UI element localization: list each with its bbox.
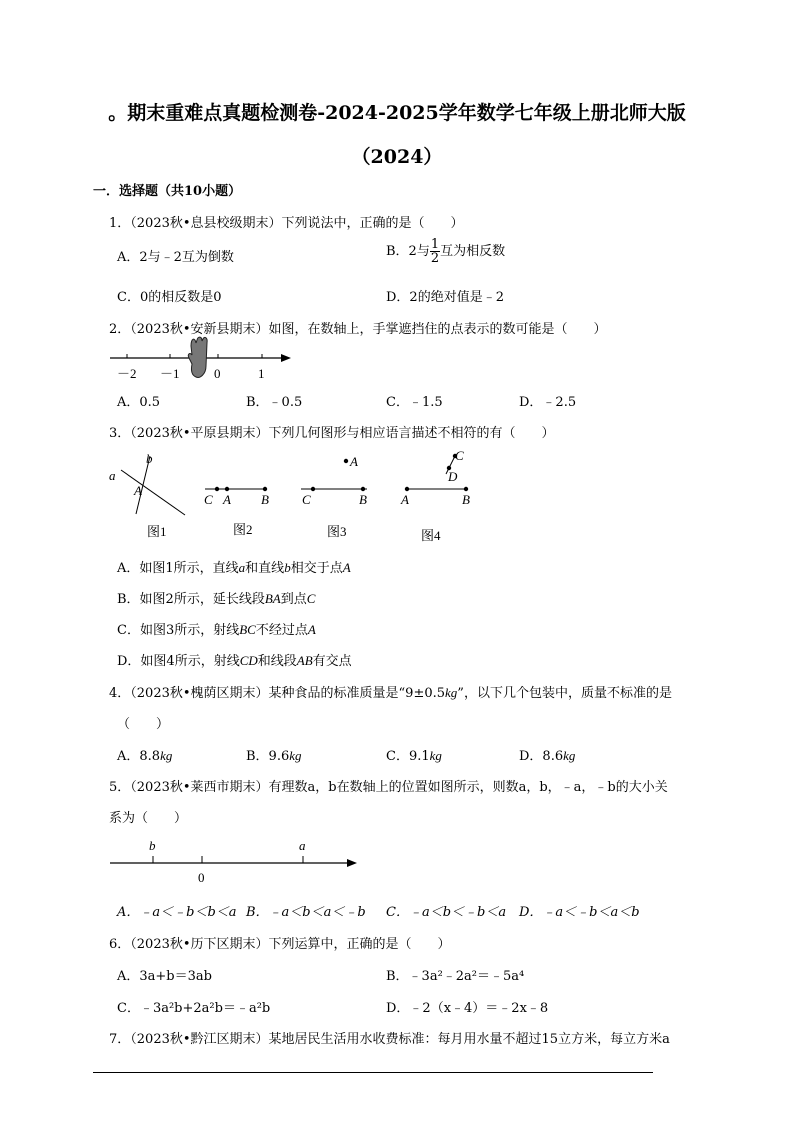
q5-number-line-figure <box>105 836 365 886</box>
fig4-point-b <box>464 487 468 491</box>
q4-stem <box>109 682 672 701</box>
q2-option-a: A．0.5 <box>117 395 161 410</box>
q4-stem-unit: kg <box>445 685 458 700</box>
q2-number-line-figure <box>105 336 305 384</box>
q4-option-d <box>519 745 575 764</box>
fig4-label-C: C <box>455 448 464 463</box>
fig2-label-B: B <box>261 492 269 507</box>
q3-a-text-3: 相交于点 <box>290 561 343 576</box>
q4-stem-post: ”，以下几个包装中，质量不标准的是 <box>457 686 672 701</box>
page-subtitle: （2024） <box>351 146 443 168</box>
q1-option-a: A．2与﹣2互为倒数 <box>117 250 234 265</box>
fig3-point-c <box>311 487 315 491</box>
fig2-point-a <box>225 487 229 491</box>
q3-option-c <box>117 619 316 638</box>
q1-option-c: C．0的相反数是0 <box>117 290 222 305</box>
q5-option-c: C．﹣a＜b＜﹣b＜a <box>386 905 507 920</box>
caption-fig1: 图1 <box>147 524 167 539</box>
q3-option-d <box>117 650 352 669</box>
fig1-label-A: A <box>134 483 142 498</box>
q3-a-var-3: A <box>342 560 351 575</box>
fig2-point-b <box>263 487 267 491</box>
q4-a-unit: kg <box>160 748 173 763</box>
tick-label-0: 0 <box>214 366 221 381</box>
q4-blank: （ ） <box>117 717 170 732</box>
q6-option-a: A．3a+b＝3ab <box>117 969 212 984</box>
q3-option-b <box>117 588 315 607</box>
fig1-label-a: a <box>109 468 116 483</box>
q3-d-var-2: AB <box>296 653 313 668</box>
q3-d-text-3: 有交点 <box>312 654 352 669</box>
axis-label-a: a <box>299 838 306 853</box>
q3-b-text-2: 到点 <box>280 592 307 607</box>
q6-option-d: D．﹣2（x﹣4）＝﹣2x﹣8 <box>386 1001 549 1016</box>
footer-divider <box>93 1072 653 1073</box>
q5-stem-line1: 5．（2023秋•莱西市期末）有理数a，b在数轴上的位置如图所示，则数a，b，﹣a，﹣b的大小关 <box>109 780 668 795</box>
q5-option-d: D．﹣a＜﹣b＜a＜b <box>519 905 640 920</box>
fig3-label-B: B <box>359 492 367 507</box>
number-line-arrow-icon <box>347 859 357 867</box>
q4-c-value: C．9.1 <box>386 749 430 764</box>
q3-c-text-2: 不经过点 <box>255 623 308 638</box>
tick-label-neg1: －1 <box>160 366 180 381</box>
q3-a-text-1: A．如图1所示，直线 <box>117 561 239 576</box>
q6-stem: 6．（2023秋•历下区期末）下列运算中，正确的是（ ） <box>109 937 451 952</box>
q3-b-text-1: B．如图2所示，延长线段 <box>117 592 265 607</box>
q4-b-value: B．9.6 <box>246 749 290 764</box>
caption-fig3: 图3 <box>327 524 347 539</box>
q2-option-b: B．﹣0.5 <box>246 395 303 410</box>
q4-option-c <box>386 745 442 764</box>
q4-b-unit: kg <box>289 748 302 763</box>
fig1-label-b: b <box>146 451 153 466</box>
q3-d-var-1: CD <box>239 653 258 668</box>
caption-fig2: 图2 <box>233 522 253 537</box>
q1-option-b <box>386 238 505 265</box>
caption-fig4: 图4 <box>421 528 441 543</box>
fig2-label-A: A <box>223 492 231 507</box>
fig2-point-c <box>215 487 219 491</box>
q4-d-unit: kg <box>563 748 576 763</box>
fig2-label-C: C <box>204 492 213 507</box>
q4-c-unit: kg <box>429 748 442 763</box>
fig3-label-A: A <box>350 454 358 469</box>
q3-c-var-1: BC <box>239 622 256 637</box>
figure-2 <box>204 487 269 507</box>
q4-stem-pre: 4．（2023秋•槐荫区期末）某种食品的标准质量是“9±0.5 <box>109 686 446 701</box>
tick-label-neg2: －2 <box>117 366 137 381</box>
q5-option-b: B．﹣a＜b＜a＜﹣b <box>246 905 366 920</box>
q3-geometry-figures <box>105 444 495 544</box>
fraction-denominator: 2 <box>430 251 440 266</box>
q6-option-b: B．﹣3a²﹣2a²＝﹣5a⁴ <box>386 969 525 984</box>
q4-option-a <box>117 745 172 764</box>
figure-4 <box>400 448 470 507</box>
q3-c-var-2: A <box>307 622 316 637</box>
q4-option-b <box>246 745 302 764</box>
q1-option-b-prefix: B．2与 <box>386 244 430 259</box>
hand-icon <box>188 337 207 377</box>
q1-option-d: D．2的绝对值是﹣2 <box>386 290 504 305</box>
q1-stem: 1．（2023秋•息县校级期末）下列说法中，正确的是（ ） <box>109 216 464 231</box>
fig4-label-D: D <box>448 469 458 484</box>
fig4-point-a <box>405 487 409 491</box>
q5-stem-line2: 系为（ ） <box>109 811 188 826</box>
fig3-point-a <box>344 459 348 463</box>
q2-option-c: C．﹣1.5 <box>386 395 443 410</box>
q4-d-value: D．8.6 <box>519 749 564 764</box>
q2-option-d: D．﹣2.5 <box>519 395 577 410</box>
q3-a-var-2: b <box>284 560 291 575</box>
fig3-point-b <box>361 487 365 491</box>
q2-stem: 2．（2023秋•安新县期末）如图，在数轴上，手掌遮挡住的点表示的数可能是（ ） <box>109 322 607 337</box>
fraction-one-half <box>430 238 440 265</box>
fig4-label-A: A <box>401 492 409 507</box>
q3-d-text-1: D．如图4所示，射线 <box>117 654 240 669</box>
q4-a-value: A．8.8 <box>117 749 161 764</box>
q3-stem: 3．（2023秋•平原县期末）下列几何图形与相应语言描述不相符的有（ ） <box>109 426 555 441</box>
axis-label-b: b <box>149 838 156 853</box>
q3-a-text-2: 和直线 <box>245 561 285 576</box>
q3-d-text-2: 和线段 <box>257 654 297 669</box>
fig1-line-a <box>121 470 185 515</box>
section-heading: 一．选择题（共10小题） <box>93 184 242 199</box>
fraction-numerator: 1 <box>430 237 440 252</box>
fig4-label-B: B <box>462 492 470 507</box>
q6-option-c: C．﹣3a²b+2a²b＝﹣a²b <box>117 1001 271 1016</box>
figure-1 <box>109 451 185 515</box>
q3-option-a <box>117 557 351 576</box>
q7-stem: 7．（2023秋•黔江区期末）某地居民生活用水收费标准：每月用水量不超过15立方米，每立方米a <box>109 1032 670 1047</box>
axis-label-0: 0 <box>198 870 205 885</box>
page-title: 。期末重难点真题检测卷-2024-2025学年数学七年级上册北师大版 <box>108 102 686 124</box>
q3-c-text-1: C．如图3所示，射线 <box>117 623 240 638</box>
q3-b-var-2: C <box>306 591 316 606</box>
q3-a-var-1: a <box>238 560 246 575</box>
tick-label-1: 1 <box>258 366 265 381</box>
figure-3 <box>301 454 367 507</box>
number-line-arrow-icon <box>281 354 291 362</box>
fig3-label-C: C <box>302 492 311 507</box>
q1-option-b-suffix: 互为相反数 <box>440 244 506 259</box>
q3-b-var-1: BA <box>264 591 281 606</box>
q5-option-a: A．﹣a＜﹣b＜b＜a <box>117 905 237 920</box>
